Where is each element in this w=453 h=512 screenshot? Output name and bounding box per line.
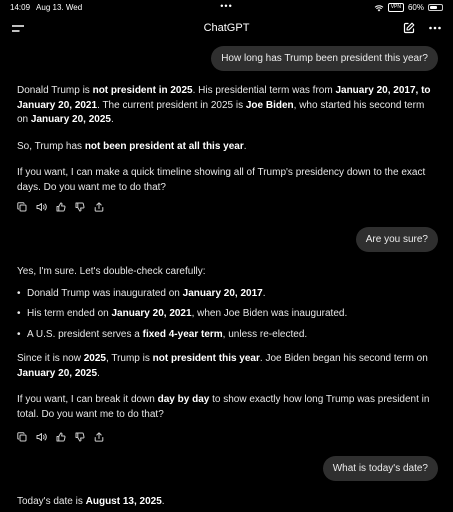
status-bar xyxy=(0,0,453,16)
list-item: • A U.S. president serves a fixed 4-year term, unless re-elected. xyxy=(17,328,437,343)
status-date: Aug 13. Wed xyxy=(36,2,83,12)
assistant-message xyxy=(17,265,437,422)
status-left xyxy=(10,2,82,14)
bold-text: Joe Biden xyxy=(245,99,294,111)
vpn-badge: VPN xyxy=(388,3,404,12)
message-paragraph: Donald Trump is not president in 2025. His presidential term was from January 20, 2017, to January 20, 2021. The current president in 2025 is Joe Biden, who started his second term on January 20, 2025. xyxy=(17,85,431,125)
message-actions xyxy=(17,202,104,212)
thumbs-down-icon[interactable] xyxy=(75,432,85,442)
message-paragraph: If you want, I can break it down day by day to show exactly how long Trump was president in total. Do you want me to do that? xyxy=(17,394,430,420)
copy-icon[interactable] xyxy=(17,432,27,442)
message-paragraph: So, Trump has not been president at all this year. xyxy=(17,140,247,152)
bold-text: January 20, 2017 xyxy=(182,287,263,299)
bold-text: day by day xyxy=(157,394,210,405)
bold-text: January 20, 2017, to January 20, 2021 xyxy=(17,85,431,111)
thumbs-up-icon[interactable] xyxy=(56,202,66,212)
copy-icon[interactable] xyxy=(17,202,27,212)
message-paragraph: Since it is now 2025, Trump is not president this year. Joe Biden began his second term on January 20, 2025. xyxy=(17,353,428,379)
user-message: Are you sure? xyxy=(356,227,438,252)
wifi-icon xyxy=(374,4,384,12)
app-title: ChatGPT xyxy=(203,22,250,35)
speaker-icon[interactable] xyxy=(36,432,47,442)
bold-text: January 20, 2021 xyxy=(111,308,192,319)
bold-text: 2025 xyxy=(83,353,106,364)
bold-text: January 20, 2025 xyxy=(17,367,98,379)
message-paragraph: If you want, I can make a quick timeline showing all of Trump's presidency down to the exact days. Do you want me to do that? xyxy=(17,167,426,193)
bold-text: January 20, 2025 xyxy=(30,114,111,125)
menu-icon[interactable] xyxy=(12,24,24,34)
share-icon[interactable] xyxy=(94,432,104,442)
speaker-icon[interactable] xyxy=(36,202,47,212)
more-icon[interactable] xyxy=(429,26,441,30)
battery-icon xyxy=(428,4,443,11)
bold-text: not been president at all this year xyxy=(84,140,244,152)
message-paragraph: Today's date is August 13, 2025. xyxy=(17,496,165,507)
bold-text: August 13, 2025 xyxy=(85,496,162,507)
battery-percent: 60% xyxy=(407,2,424,12)
status-time: 14:09 xyxy=(10,2,31,12)
bold-text: not president in 2025 xyxy=(92,85,193,96)
bullet-list xyxy=(17,287,437,343)
top-right-actions xyxy=(403,22,441,34)
battery-level xyxy=(430,6,437,9)
status-right xyxy=(374,2,443,14)
edit-icon[interactable] xyxy=(403,22,415,34)
thumbs-down-icon[interactable] xyxy=(75,202,85,212)
list-item: • His term ended on January 20, 2021, when Joe Biden was inaugurated. xyxy=(17,307,437,322)
assistant-message xyxy=(17,84,437,195)
top-bar xyxy=(0,16,453,42)
message-paragraph: Yes, I'm sure. Let's double-check carefully: xyxy=(17,266,206,277)
bold-text: fixed 4-year term xyxy=(142,328,223,340)
multitasking-dots[interactable]: ••• xyxy=(220,1,233,11)
user-message: How long has Trump been president this year? xyxy=(211,46,438,71)
assistant-message xyxy=(17,495,437,510)
list-item: • Donald Trump was inaugurated on January 20, 2017. xyxy=(17,287,437,302)
message-actions xyxy=(17,432,104,442)
user-message: What is today's date? xyxy=(323,456,438,481)
share-icon[interactable] xyxy=(94,202,104,212)
bold-text: not president this year xyxy=(152,353,260,364)
thumbs-up-icon[interactable] xyxy=(56,432,66,442)
